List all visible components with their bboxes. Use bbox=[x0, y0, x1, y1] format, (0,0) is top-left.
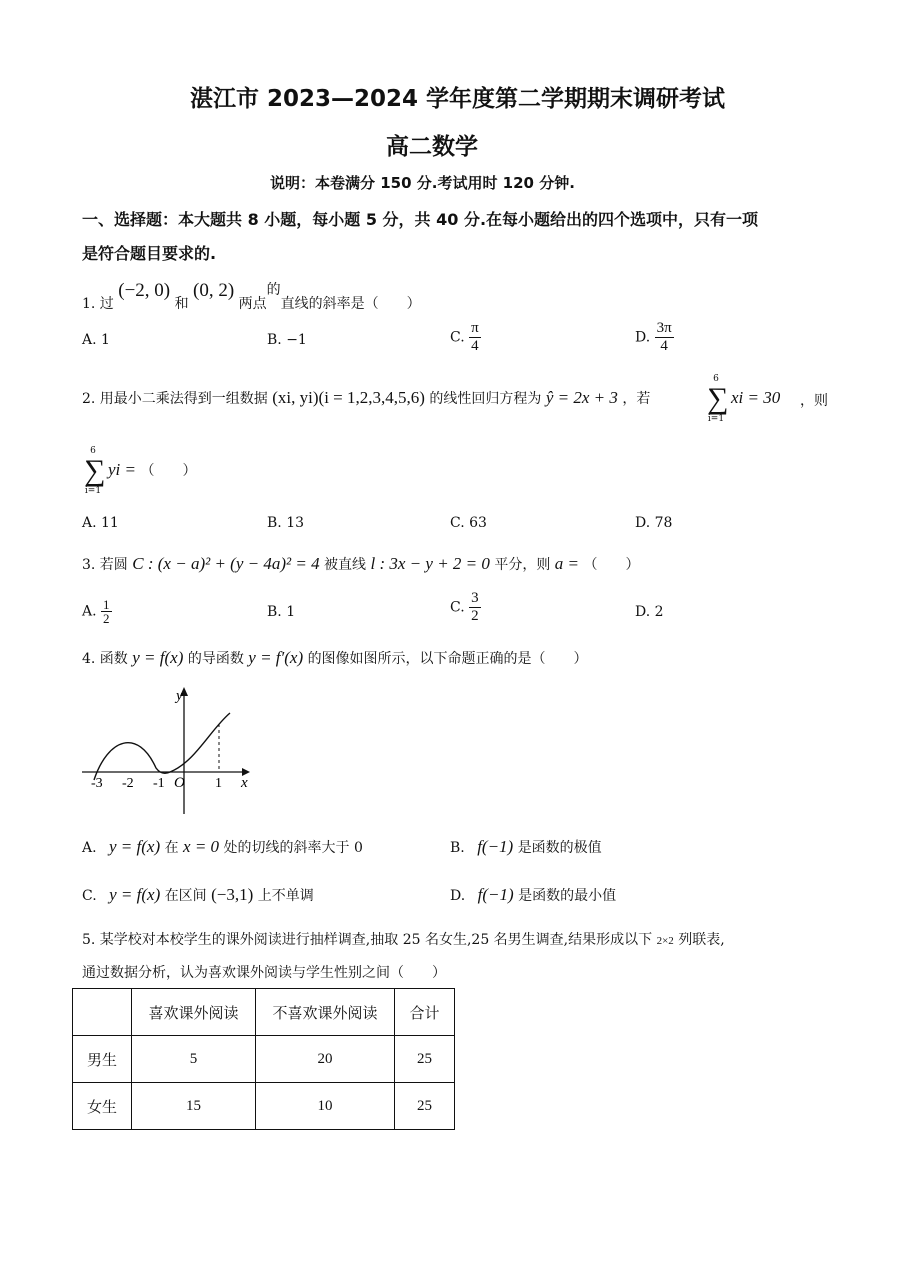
q4-c-math: y = f(x) bbox=[109, 885, 161, 904]
contingency-table bbox=[72, 988, 455, 1130]
q3-option-c bbox=[450, 590, 481, 625]
q1-option-d-label: D. bbox=[635, 329, 651, 346]
q4-b-text: 是函数的极值 bbox=[517, 840, 602, 856]
q4-d-label: D. bbox=[450, 888, 466, 904]
q1-rest: 直线的斜率是（ ） bbox=[280, 296, 421, 312]
q2-sum-y bbox=[84, 446, 106, 496]
q3-c-num: 3 bbox=[471, 590, 479, 606]
q3-a-num: 1 bbox=[103, 597, 110, 612]
question-2 bbox=[82, 388, 650, 408]
q4-c-text2: 上不单调 bbox=[257, 888, 314, 904]
table-cell: 10 bbox=[256, 1083, 395, 1130]
q2-data: (xi, yi)(i = 1,2,3,4,5,6) bbox=[272, 388, 425, 407]
question-3 bbox=[82, 554, 639, 574]
q4-c-text1: 在区间 bbox=[164, 888, 207, 904]
table-cell: 15 bbox=[132, 1083, 256, 1130]
q1-option-b: B. −1 bbox=[267, 332, 307, 348]
q2-sum-x-top: 6 bbox=[713, 374, 719, 384]
q3-option-c-label: C. bbox=[450, 599, 465, 616]
q2-text4: ，则 bbox=[800, 393, 828, 409]
y-axis-label: y bbox=[176, 688, 183, 704]
q4-a-text1: 在 bbox=[164, 840, 179, 856]
q4-d-math: f(−1) bbox=[477, 885, 514, 904]
q1-point-b: (0, 2) bbox=[193, 280, 235, 301]
q1-d-den: 4 bbox=[660, 338, 668, 354]
derivative-graph bbox=[80, 680, 280, 820]
q2-text2: 的线性回归方程为 bbox=[429, 391, 542, 407]
q2-sum-x bbox=[707, 374, 729, 424]
exam-subject: 高二数学 bbox=[386, 134, 478, 160]
table-header-cell: 喜欢课外阅读 bbox=[132, 989, 256, 1036]
q4-a-math2: x = 0 bbox=[183, 837, 220, 856]
q3-text3: 平分，则 bbox=[494, 557, 551, 573]
table-header-row bbox=[73, 989, 455, 1036]
q2-option-d: D. 78 bbox=[635, 515, 673, 531]
table-header-cell bbox=[73, 989, 132, 1036]
q4-text3: 的图像如图所示，以下命题正确的是（ ） bbox=[307, 651, 588, 667]
q2-sum-y-top: 6 bbox=[90, 446, 96, 456]
q1-option-c-label: C. bbox=[450, 329, 465, 346]
q4-option-b bbox=[450, 837, 602, 857]
q4-option-a bbox=[82, 837, 363, 857]
tick-label-neg1: -1 bbox=[153, 776, 165, 791]
q1-two: 两点 bbox=[238, 296, 267, 312]
q1-option-d-fraction bbox=[655, 320, 674, 355]
table-cell: 25 bbox=[395, 1036, 455, 1083]
q4-text2: 的导函数 bbox=[187, 651, 244, 667]
q1-option-c bbox=[450, 320, 481, 355]
q3-c-den: 2 bbox=[471, 608, 479, 624]
question-5-line2: 通过数据分析，认为喜欢课外阅读与学生性别之间（ ） bbox=[82, 965, 446, 981]
q4-a-text2: 处的切线的斜率大于 0 bbox=[223, 840, 363, 856]
q4-a-math: y = f(x) bbox=[109, 837, 161, 856]
q4-fprime: y = f′(x) bbox=[248, 648, 304, 667]
q3-paren: （ ） bbox=[583, 557, 640, 573]
q5-line1a: 5. 某学校对本校学生的课外阅读进行抽样调查,抽取 25 名女生,25 名男生调查,结果形成以下 bbox=[82, 932, 653, 948]
q2-option-b: B. 13 bbox=[267, 515, 305, 531]
q4-option-c bbox=[82, 885, 314, 905]
question-1 bbox=[82, 280, 421, 312]
q1-option-a: A. 1 bbox=[82, 332, 110, 348]
tick-label-neg2: -2 bbox=[122, 776, 134, 791]
section-heading-line2: 是符合题目要求的. bbox=[82, 244, 217, 263]
table-header-cell: 不喜欢课外阅读 bbox=[256, 989, 395, 1036]
q1-option-c-fraction bbox=[469, 320, 481, 355]
q1-and: 和 bbox=[174, 296, 189, 312]
q4-c-label: C. bbox=[82, 888, 97, 904]
table-cell: 女生 bbox=[73, 1083, 132, 1130]
q2-text1: 2. 用最小二乘法得到一组数据 bbox=[82, 391, 268, 407]
q1-c-num: π bbox=[471, 320, 479, 336]
q3-option-d: D. 2 bbox=[635, 604, 664, 620]
q4-b-label: B. bbox=[450, 840, 465, 856]
section-heading-line1: 一、选择题：本大题共 8 小题，每小题 5 分，共 40 分.在每小题给出的四个选项中，只有一项 bbox=[82, 210, 759, 229]
sigma-icon: ∑ bbox=[84, 454, 106, 487]
q4-d-text: 是函数的最小值 bbox=[518, 888, 617, 904]
table-header-cell: 合计 bbox=[395, 989, 455, 1036]
table-cell: 男生 bbox=[73, 1036, 132, 1083]
q1-num: 1. 过 bbox=[82, 296, 114, 312]
q3-a-den: 2 bbox=[103, 611, 110, 626]
q2-sum-x-value: xi = 30 bbox=[731, 388, 781, 407]
q3-text1: 3. 若圆 bbox=[82, 557, 128, 573]
q3-option-c-fraction bbox=[469, 590, 481, 625]
q2-sum-x-bot: i=1 bbox=[707, 414, 725, 424]
exam-note: 说明：本卷满分 150 分.考试用时 120 分钟. bbox=[270, 174, 575, 192]
x-axis-label: x bbox=[241, 775, 248, 791]
q4-f: y = f(x) bbox=[132, 648, 184, 667]
q4-text1: 4. 函数 bbox=[82, 651, 128, 667]
exam-title: 湛江市 2023—2024 学年度第二学期期末调研考试 bbox=[190, 86, 726, 112]
q4-b-math: f(−1) bbox=[477, 837, 514, 856]
q3-a: a = bbox=[554, 554, 580, 573]
q1-de: 的 bbox=[266, 282, 281, 298]
question-4 bbox=[82, 648, 588, 668]
q1-option-d bbox=[635, 320, 674, 355]
table-row bbox=[73, 1083, 455, 1130]
q2-option-c: C. 63 bbox=[450, 515, 487, 531]
q2-text3: ，若 bbox=[622, 391, 651, 407]
tick-label-1: 1 bbox=[215, 776, 222, 791]
question-5-line1 bbox=[82, 929, 725, 949]
q5-line1c: 列联表, bbox=[678, 932, 725, 948]
q1-point-a: (−2, 0) bbox=[118, 280, 171, 301]
q3-option-b: B. 1 bbox=[267, 604, 296, 620]
table-cell: 20 bbox=[256, 1036, 395, 1083]
q3-option-a bbox=[82, 598, 112, 625]
q2-equation: ŷ = 2x + 3 bbox=[545, 388, 618, 407]
q4-option-d bbox=[450, 885, 616, 905]
tick-label-neg3: -3 bbox=[91, 776, 103, 791]
q3-option-a-fraction bbox=[101, 598, 112, 625]
table-cell: 5 bbox=[132, 1036, 256, 1083]
q3-line: l : 3x − y + 2 = 0 bbox=[370, 554, 490, 573]
q3-circle: C : (x − a)² + (y − 4a)² = 4 bbox=[132, 554, 320, 573]
q3-option-a-label: A. bbox=[82, 603, 97, 620]
q2-paren: （ ） bbox=[140, 463, 197, 479]
q4-a-label: A. bbox=[82, 840, 97, 856]
q4-c-math2: (−3,1) bbox=[211, 885, 254, 904]
table-row bbox=[73, 1036, 455, 1083]
derivative-curve bbox=[94, 713, 230, 780]
sigma-icon: ∑ bbox=[707, 382, 729, 415]
q2-sum-y-value: yi = bbox=[108, 460, 136, 479]
origin-label: O bbox=[174, 775, 185, 791]
table-cell: 25 bbox=[395, 1083, 455, 1130]
q2-option-a: A. 11 bbox=[82, 515, 119, 531]
q3-text2: 被直线 bbox=[324, 557, 367, 573]
q1-d-num: 3π bbox=[656, 320, 672, 336]
q1-c-den: 4 bbox=[471, 338, 479, 354]
q2-sum-y-bot: i=1 bbox=[84, 486, 102, 496]
q5-line1b: 2×2 bbox=[656, 935, 674, 947]
q2-sum-y-line bbox=[108, 460, 196, 480]
